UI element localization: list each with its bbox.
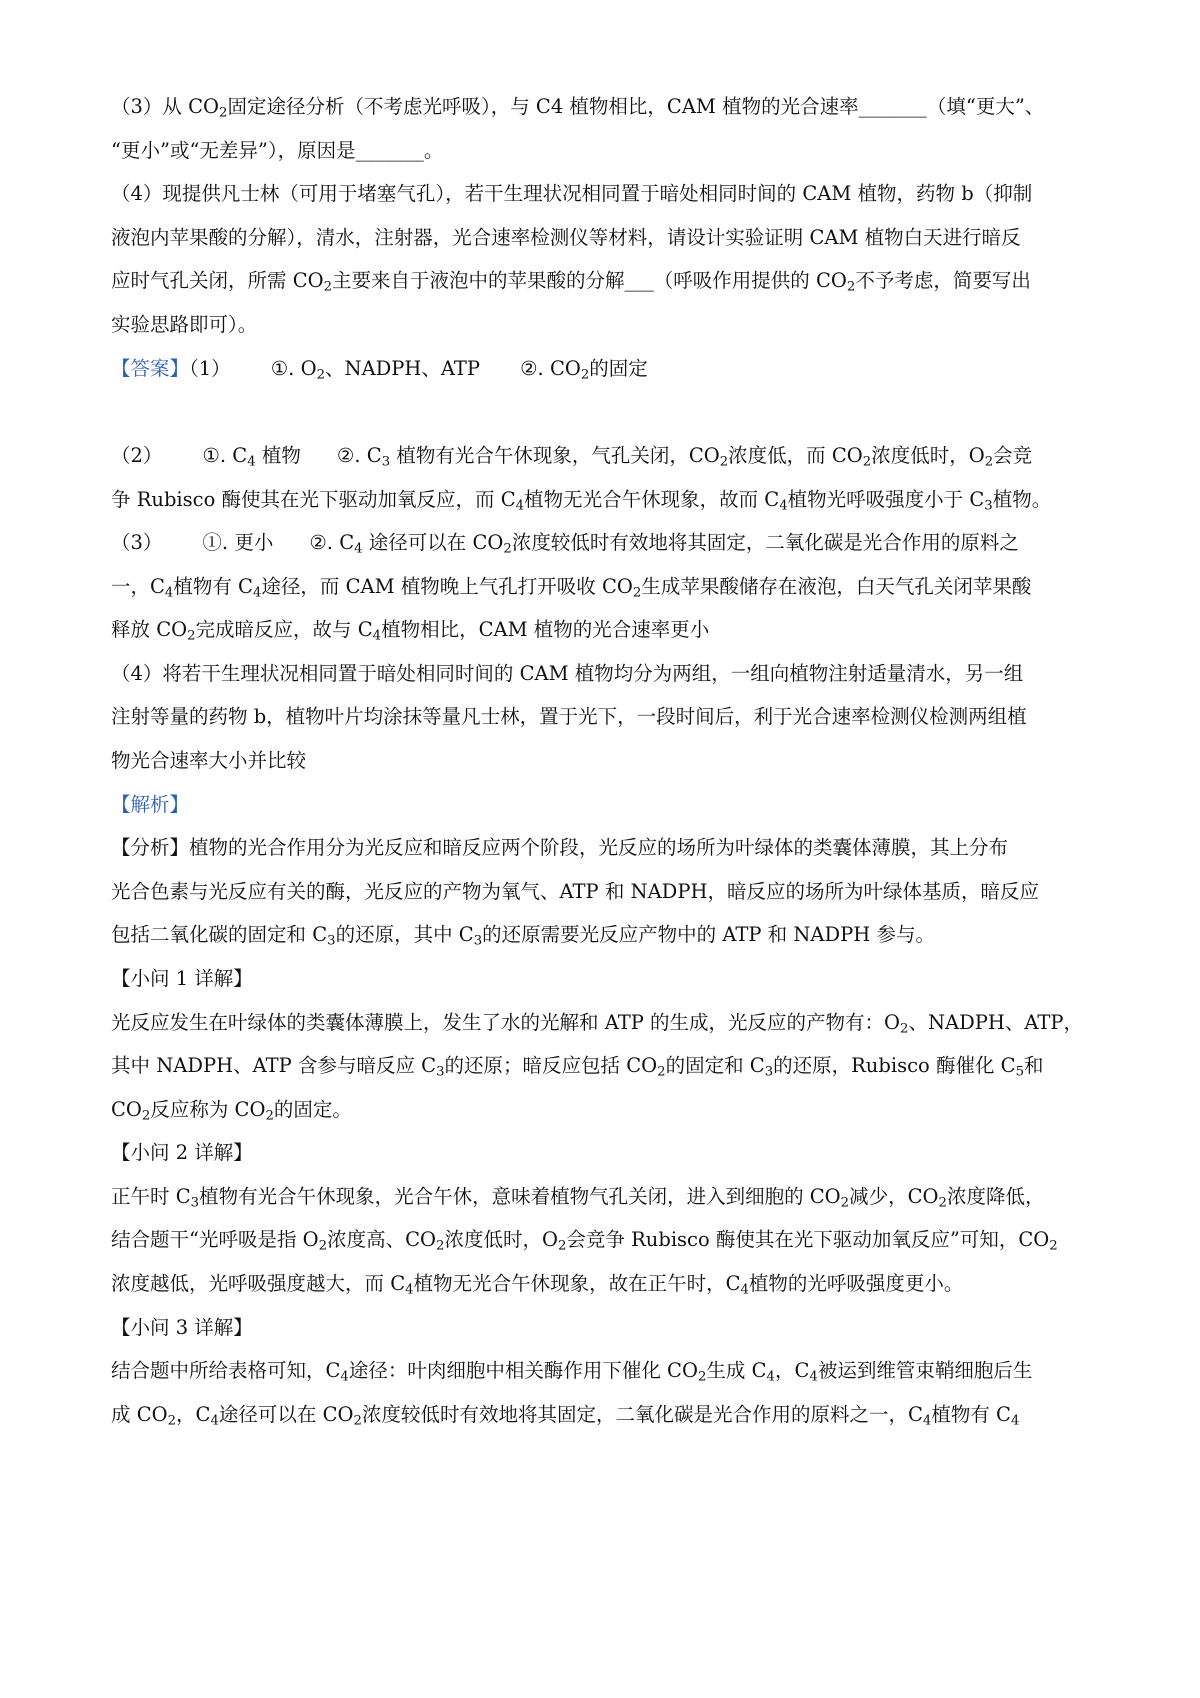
subquestion-2-line-3: 浓度越低，光呼吸强度越大，而 $C_4$植物无光合午休现象，故在正午时，$C_4$植物的光呼吸强度更小。 [111,1272,964,1298]
analysis-tag: 【解析】 [111,793,190,816]
answer-3-line-2: 一，$C_4$植物有 $C_4$途径，而 CAM 植物晚上气孔打开吸收 $CO_2$生成苹果酸储存在液泡，白天气孔关闭苹果酸 [111,575,1032,601]
subquestion-3-heading: 【小问 3 详解】 [111,1316,253,1339]
subquestion-2-line-2: 结合题干“光呼吸是指 $O_2$浓度高、$CO_2$浓度低时，$O_2$会竞争 Rubisco 酶使其在光下驱动加氧反应”可知，$CO_2$ [111,1228,1058,1254]
analysis-intro-line-2: 光合色素与光反应有关的酶，光反应的产物为氧气、ATP 和 NADPH，暗反应的场所为叶绿体基质，暗反应 [111,880,1039,903]
answer-4-line-2: 注射等量的药物 b，植物叶片均涂抹等量凡士林，置于光下，一段时间后，利于光合速率检测仪检测两组植 [111,705,1027,728]
answer-2-line-2: 争 Rubisco 酶使其在光下驱动加氧反应，而 $C_4$植物无光合午休现象，故而 $C_4$植物光呼吸强度小于 $C_3$植物。 [111,488,1052,514]
subquestion-3-line-2: 成 $CO_2$，$C_4$途径可以在 $CO_2$浓度较低时有效地将其固定，二氧化碳是光合作用的原料之一，$C_4$植物有 $C_4$ [111,1403,1020,1429]
question-4-line-4: 实验思路即可）。 [111,313,258,336]
answer-tag: 【答案】 [111,357,190,380]
analysis-intro-line-3: 包括二氧化碳的固定和 $C_3$的还原，其中 $C_3$的还原需要光反应产物中的 ATP 和 NADPH 参与。 [111,923,935,949]
analysis-heading [111,792,1101,818]
answer-3-line-1: （3） ①. 更小 ②. $C_4$ 途径可以在 $CO_2$浓度较低时有效地将其固定，二氧化碳是光合作用的原料之 [111,531,1019,557]
subquestion-1-heading: 【小问 1 详解】 [111,967,253,990]
subquestion-1-line-2: 其中 NADPH、ATP 含参与暗反应 $C_3$的还原；暗反应包括 $CO_2$的固定和 $C_3$的还原，Rubisco 酶催化 $C_5$和 [111,1054,1044,1080]
subquestion-3-line-1: 结合题中所给表格可知，$C_4$途径：叶肉细胞中相关酶作用下催化 $CO_2$生成 $C_4$，$C_4$被运到维管束鞘细胞后生 [111,1359,1033,1385]
question-4-line-2: 液泡内苹果酸的分解），清水，注射器，光合速率检测仪等材料，请设计实验证明 CAM 植物白天进行暗反 [111,226,1021,249]
question-4-line-1: （4）现提供凡士林（可用于堵塞气孔），若干生理状况相同置于暗处相同时间的 CAM 植物，药物 b（抑制 [111,182,1033,205]
answer-4-line-3: 物光合速率大小并比较 [111,749,307,772]
question-3-line-2: “更小”或“无差异”），原因是_______。 [111,139,444,162]
answer-2-line-1: （2） ①. $C_4$ 植物 ②. $C_3$ 植物有光合午休现象，气孔关闭，$CO_2$浓度低，而 $CO_2$浓度低时，$O_2$会竞 [111,444,1033,470]
answer-4-line-1: （4）将若干生理状况相同置于暗处相同时间的 CAM 植物均分为两组，一组向植物注射适量清水，另一组 [111,662,1024,685]
answer-1-line: 【答案】（1） ①. $O_2$、NADPH、ATP ②. $CO_2$的固定 [111,357,648,383]
analysis-intro-line-1: 【分析】植物的光合作用分为光反应和暗反应两个阶段，光反应的场所为叶绿体的类囊体薄膜，其上分布 [111,836,1009,859]
subquestion-1-line-3: $CO_2$反应称为 $CO_2$的固定。 [111,1098,352,1124]
question-4-line-3: 应时气孔关闭，所需 $CO_2$主要来自于液泡中的苹果酸的分解___（呼吸作用提供的 $CO_2$不予考虑，简要写出 [111,269,1031,295]
question-3-line-1: （3）从 $CO_2$固定途径分析（不考虑光呼吸），与 C4 植物相比，CAM 植物的光合速率_______（填“更大”、 [111,95,1045,121]
subquestion-1-line-1: 光反应发生在叶绿体的类囊体薄膜上，发生了水的光解和 ATP 的生成，光反应的产物有：$O_2$、NADPH、ATP， [111,1011,1084,1037]
subquestion-2-heading: 【小问 2 详解】 [111,1141,253,1164]
answer-3-line-3: 释放 $CO_2$完成暗反应，故与 $C_4$植物相比，CAM 植物的光合速率更小 [111,618,710,644]
subquestion-2-line-1: 正午时 $C_3$植物有光合午休现象，光合午休，意味着植物气孔关闭，进入到细胞的 $CO_2$减少，$CO_2$浓度降低， [111,1185,1045,1211]
